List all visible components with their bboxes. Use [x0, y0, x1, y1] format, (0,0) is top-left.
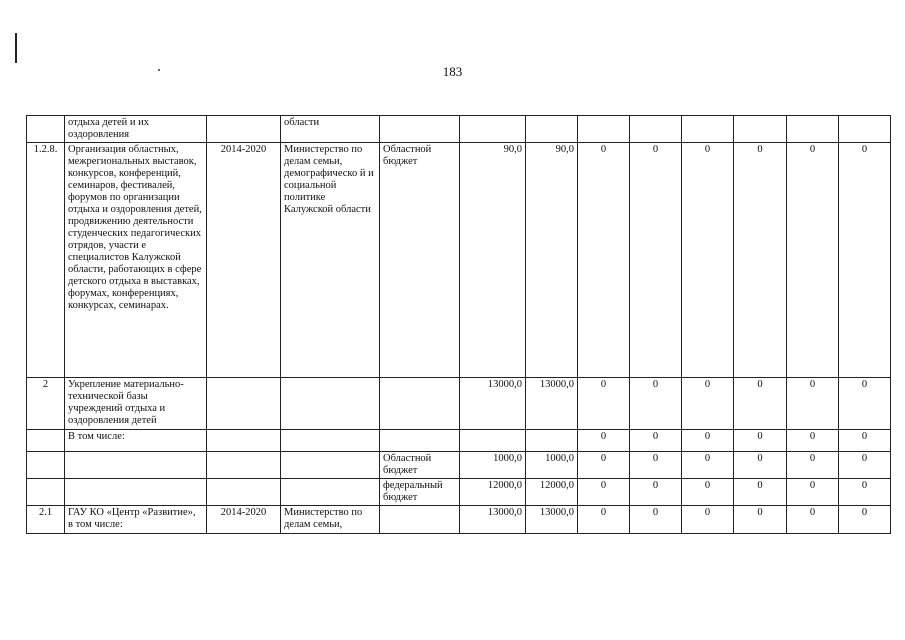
activity-name-cell: Укрепление материально-технической базы учреждений отдыха и оздоровления детей — [65, 378, 207, 430]
total-amount-cell: 13000,0 — [460, 506, 526, 534]
row-number-cell: 1.2.8. — [27, 143, 65, 378]
year-value-cell: 0 — [787, 479, 839, 506]
year-value-cell: 0 — [787, 143, 839, 378]
table-row — [27, 430, 891, 452]
year-2014-cell: 13000,0 — [526, 378, 578, 430]
year-value-cell: 0 — [630, 479, 682, 506]
executor-cell — [281, 430, 380, 452]
year-value-cell: 0 — [630, 506, 682, 534]
year-value-cell: 0 — [839, 378, 891, 430]
year-value-cell: 0 — [578, 430, 630, 452]
year-value-cell — [787, 116, 839, 143]
funding-source-cell — [380, 430, 460, 452]
table-row — [27, 143, 891, 378]
year-2014-cell: 1000,0 — [526, 452, 578, 479]
year-value-cell: 0 — [682, 430, 734, 452]
executor-cell: области — [281, 116, 380, 143]
page-number: 183 — [442, 64, 463, 79]
period-cell: 2014-2020 — [207, 143, 281, 378]
table-row — [27, 378, 891, 430]
total-amount-cell: 12000,0 — [460, 479, 526, 506]
executor-cell: Министерство по делам семьи, демографическо й и социальной политике Калужской области — [281, 143, 380, 378]
year-value-cell: 0 — [578, 506, 630, 534]
year-value-cell: 0 — [787, 452, 839, 479]
executor-cell: Министерство по делам семьи, — [281, 506, 380, 534]
row-number-cell — [27, 116, 65, 143]
total-amount-cell: 90,0 — [460, 143, 526, 378]
period-cell — [207, 116, 281, 143]
activity-name-cell: В том числе: — [65, 430, 207, 452]
year-value-cell: 0 — [734, 452, 787, 479]
year-value-cell: 0 — [787, 506, 839, 534]
year-value-cell: 0 — [787, 378, 839, 430]
budget-table — [26, 115, 891, 534]
year-value-cell — [682, 116, 734, 143]
year-2014-cell: 13000,0 — [526, 506, 578, 534]
year-value-cell: 0 — [630, 452, 682, 479]
row-number-cell — [27, 430, 65, 452]
period-cell: 2014-2020 — [207, 506, 281, 534]
year-value-cell: 0 — [630, 143, 682, 378]
year-2014-cell: 12000,0 — [526, 479, 578, 506]
year-2014-cell — [526, 430, 578, 452]
year-value-cell: 0 — [734, 143, 787, 378]
period-cell — [207, 378, 281, 430]
funding-source-cell: Областной бюджет — [380, 143, 460, 378]
total-amount-cell: 13000,0 — [460, 378, 526, 430]
year-value-cell: 0 — [787, 430, 839, 452]
funding-source-cell: Областной бюджет — [380, 452, 460, 479]
period-cell — [207, 452, 281, 479]
year-value-cell: 0 — [682, 479, 734, 506]
funding-source-cell — [380, 116, 460, 143]
year-2014-cell: 90,0 — [526, 143, 578, 378]
total-amount-cell: 1000,0 — [460, 452, 526, 479]
activity-name-cell: отдыха детей и их оздоровления — [65, 116, 207, 143]
year-value-cell: 0 — [734, 479, 787, 506]
year-2014-cell — [526, 116, 578, 143]
year-value-cell — [839, 116, 891, 143]
executor-cell — [281, 452, 380, 479]
period-cell — [207, 430, 281, 452]
year-value-cell: 0 — [630, 430, 682, 452]
row-number-cell: 2.1 — [27, 506, 65, 534]
year-value-cell: 0 — [682, 452, 734, 479]
table-row — [27, 116, 891, 143]
year-value-cell: 0 — [839, 506, 891, 534]
year-value-cell: 0 — [839, 143, 891, 378]
year-value-cell: 0 — [578, 143, 630, 378]
activity-name-cell: ГАУ КО «Центр «Развитие», в том числе: — [65, 506, 207, 534]
year-value-cell: 0 — [734, 378, 787, 430]
year-value-cell: 0 — [630, 378, 682, 430]
total-amount-cell — [460, 116, 526, 143]
executor-cell — [281, 378, 380, 430]
year-value-cell: 0 — [734, 430, 787, 452]
year-value-cell: 0 — [682, 378, 734, 430]
year-value-cell — [630, 116, 682, 143]
table-row — [27, 479, 891, 506]
activity-name-cell — [65, 479, 207, 506]
row-number-cell — [27, 479, 65, 506]
year-value-cell: 0 — [578, 452, 630, 479]
executor-cell — [281, 479, 380, 506]
year-value-cell: 0 — [734, 506, 787, 534]
total-amount-cell — [460, 430, 526, 452]
funding-source-cell — [380, 506, 460, 534]
row-number-cell: 2 — [27, 378, 65, 430]
year-value-cell: 0 — [682, 506, 734, 534]
period-cell — [207, 479, 281, 506]
year-value-cell: 0 — [839, 479, 891, 506]
row-number-cell — [27, 452, 65, 479]
table-row — [27, 506, 891, 534]
year-value-cell: 0 — [578, 378, 630, 430]
activity-name-cell — [65, 452, 207, 479]
year-value-cell: 0 — [839, 430, 891, 452]
table-row — [27, 452, 891, 479]
margin-mark — [15, 33, 17, 63]
funding-source-cell — [380, 378, 460, 430]
year-value-cell — [734, 116, 787, 143]
table-body — [27, 116, 891, 534]
year-value-cell: 0 — [578, 479, 630, 506]
year-value-cell: 0 — [682, 143, 734, 378]
funding-source-cell: федеральный бюджет — [380, 479, 460, 506]
activity-name-cell: Организация областных, межрегиональных выставок, конкурсов, конференций, семинаров, фестивалей, форумов по организации отдыха и оздоровления детей, продвижению деятельности студенческих педагогических отрядов, участи е специалистов Калужской области, работающих в сфере детского отдыха в выставках, форумах, конференциях, конкурсах, семинарах. — [65, 143, 207, 378]
year-value-cell: 0 — [839, 452, 891, 479]
year-value-cell — [578, 116, 630, 143]
